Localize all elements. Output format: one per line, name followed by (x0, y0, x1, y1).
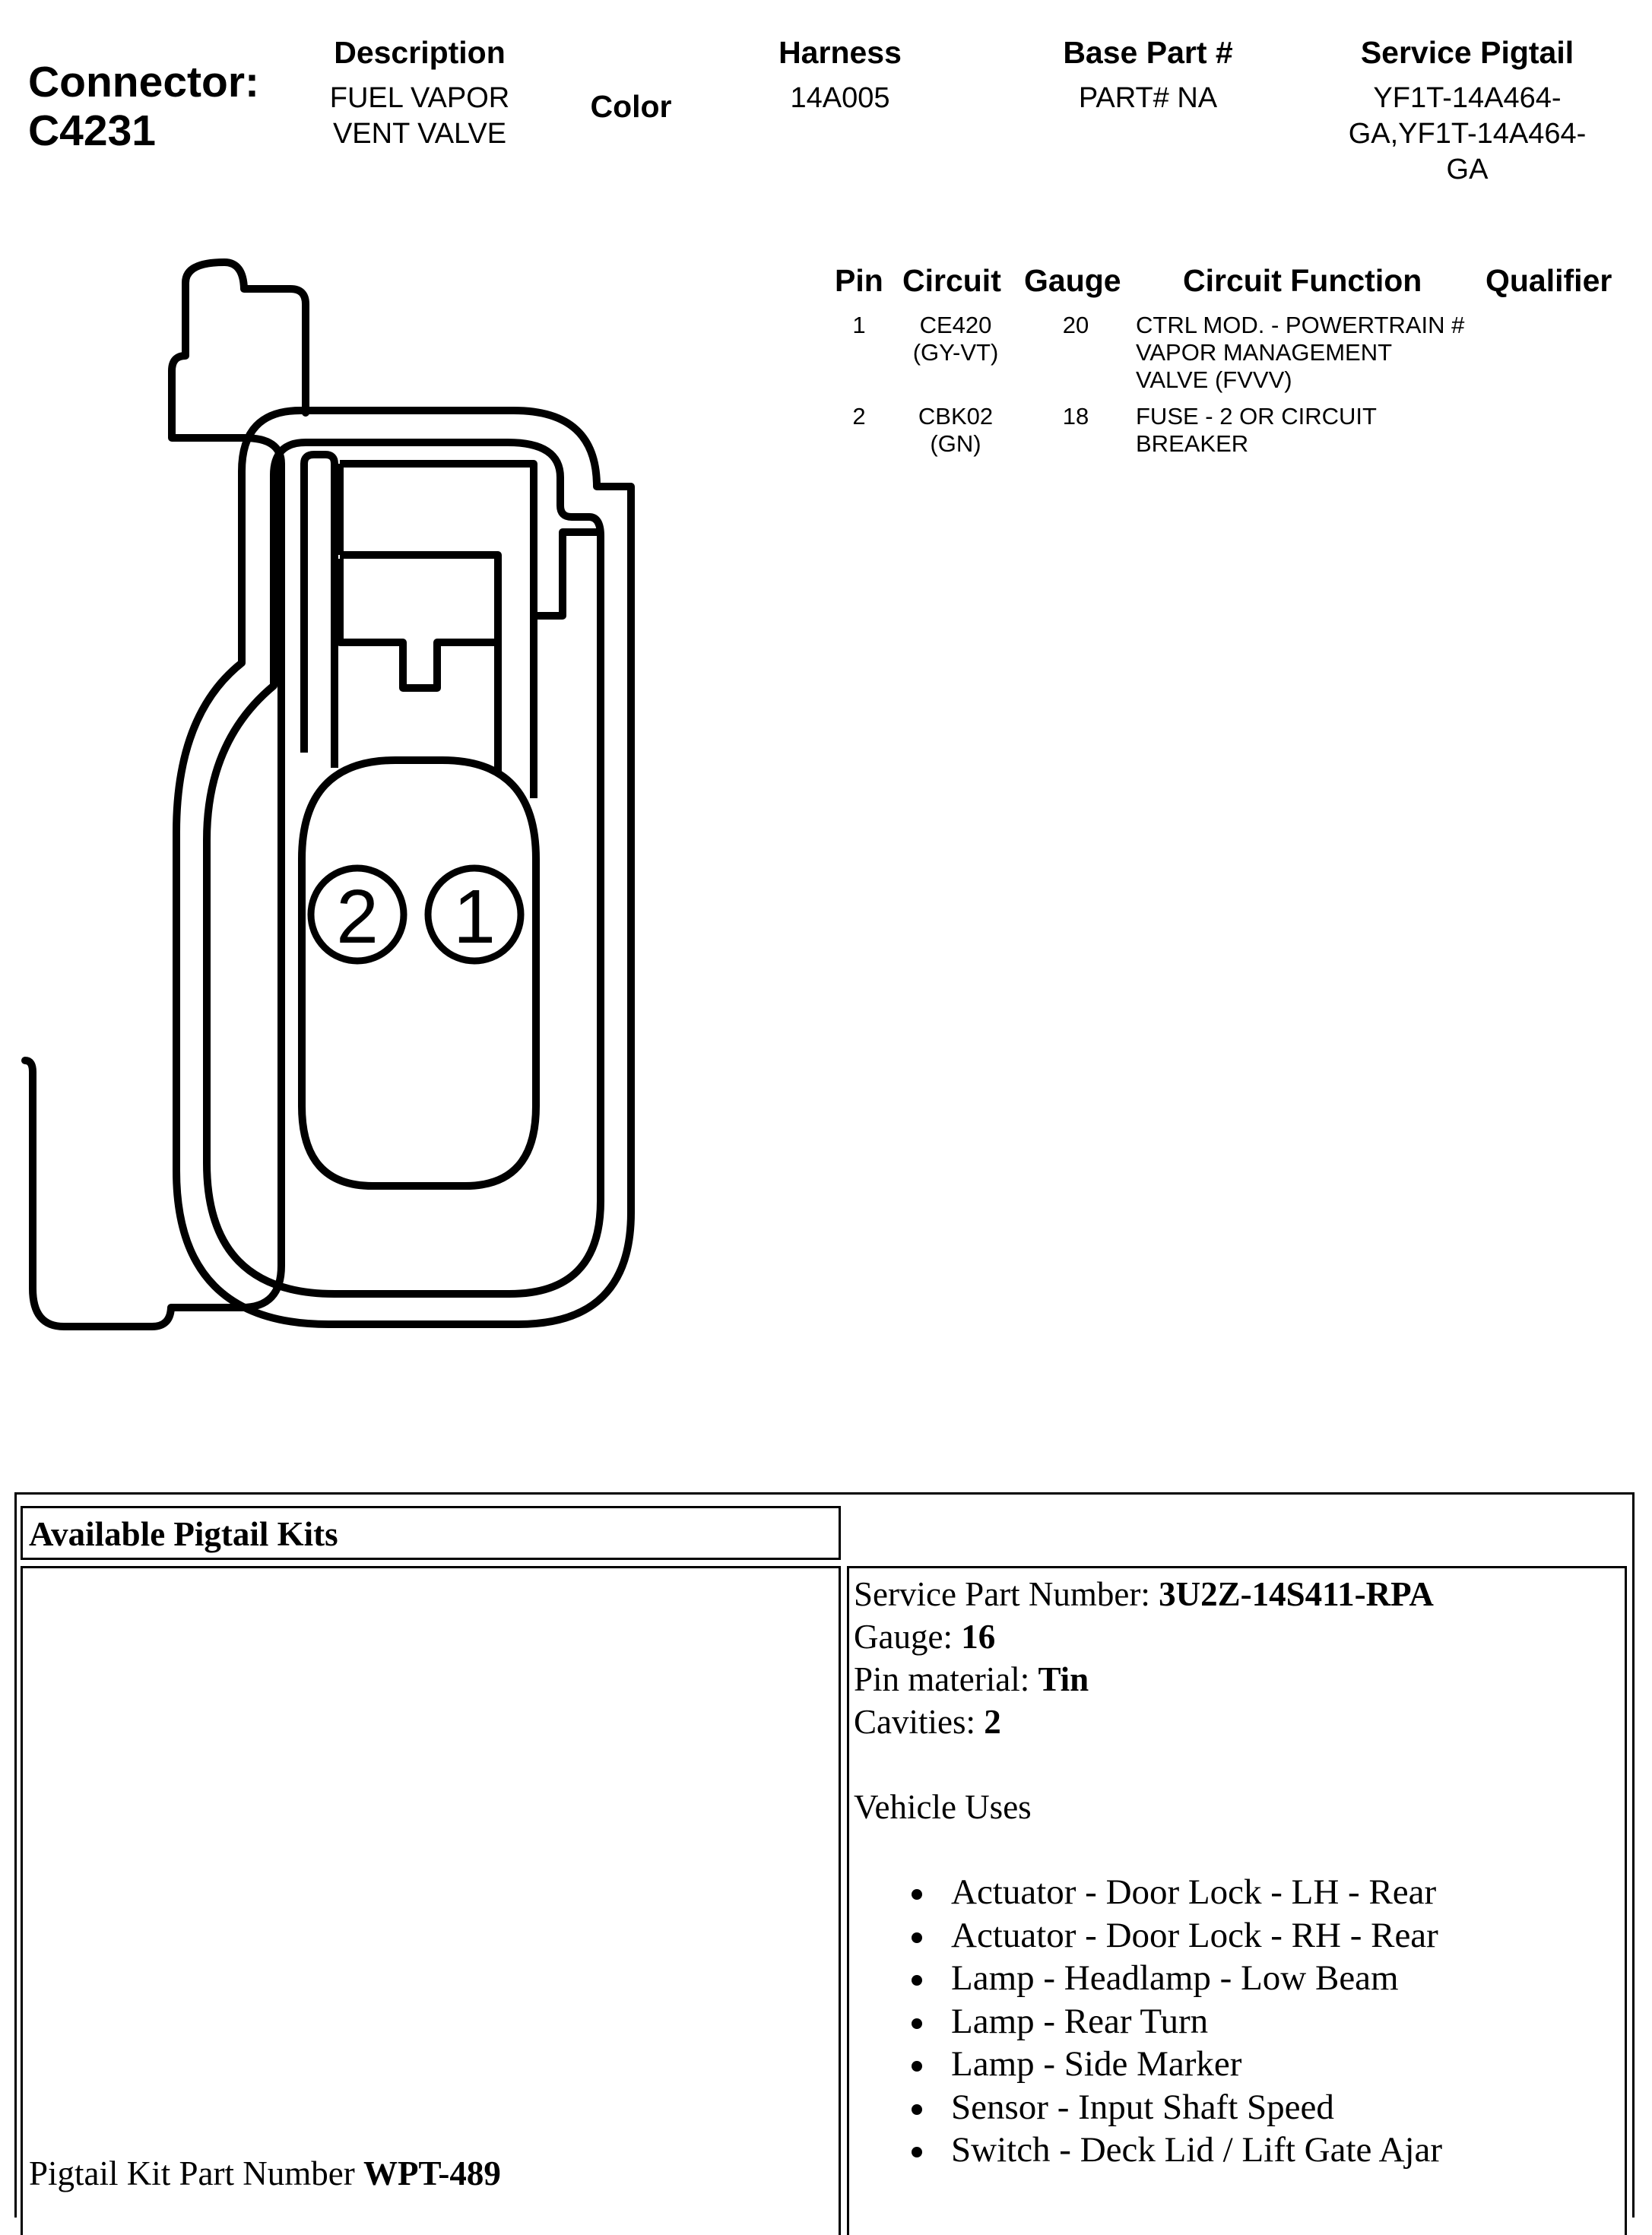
list-item (854, 2129, 1625, 2172)
harness-value: 14A005 (790, 82, 890, 114)
pin-material-value: Tin (1038, 1660, 1089, 1698)
pin-cavity-2 (311, 868, 404, 961)
list-item (854, 1957, 1625, 2000)
vehicle-use-text: Lamp - Side Marker (951, 2044, 1242, 2084)
latch-key (340, 559, 498, 688)
list-item (854, 2043, 1625, 2086)
function-line3: VALVE (FVVV) (1136, 366, 1292, 393)
pin-material-line (854, 1658, 1625, 1701)
row-pin: 1 (852, 312, 866, 338)
function-column-header: Circuit Function (1183, 263, 1422, 298)
pigtail-kit-part (29, 2154, 501, 2193)
color-header: Color (590, 89, 672, 124)
vehicle-use-text: Switch - Deck Lid / Lift Gate Ajar (951, 2130, 1443, 2170)
pigtail-detail-cell (847, 1566, 1627, 2235)
row-gauge: 18 (1062, 403, 1089, 430)
cavities-value: 2 (984, 1703, 1001, 1741)
bullet-icon (912, 1932, 922, 1943)
gauge-value: 16 (961, 1618, 996, 1656)
cavities-line (854, 1701, 1625, 1743)
function-line2: VAPOR MANAGEMENT (1136, 339, 1393, 366)
latch-left-channel (304, 455, 335, 768)
gauge-label: Gauge: (854, 1618, 962, 1656)
service-pigtail-line1: YF1T-14A464- (1373, 82, 1562, 114)
connector-face-diagram (0, 0, 684, 1368)
vehicle-use-text: Lamp - Headlamp - Low Beam (951, 1958, 1399, 1998)
bullet-icon (912, 2104, 922, 2115)
service-pigtail-value (1323, 81, 1612, 188)
kit-label: Pigtail Kit Part Number (29, 2154, 363, 2192)
vehicle-use-text: Lamp - Rear Turn (951, 2001, 1209, 2041)
service-part-value: 3U2Z-14S411-RPA (1159, 1575, 1434, 1613)
list-item (854, 1871, 1625, 1914)
circuit-column-header: Circuit (902, 263, 1001, 298)
latch-right-rail (534, 532, 601, 616)
circuit-color: (GY-VT) (912, 339, 999, 366)
description-line1: FUEL VAPOR (329, 82, 510, 114)
service-part-line (854, 1573, 1625, 1615)
vehicle-uses-label: Vehicle Uses (854, 1788, 1032, 1826)
pin-label-2: 2 (336, 874, 379, 959)
vehicle-use-text: Sensor - Input Shaft Speed (951, 2087, 1334, 2127)
pigtail-heading: Available Pigtail Kits (29, 1515, 338, 1553)
row-function (1136, 403, 1486, 458)
pin-label-1: 1 (453, 874, 496, 959)
base-part-value: PART# NA (1078, 82, 1218, 114)
description-line2: VENT VALVE (332, 118, 507, 150)
service-pigtail-line3: GA (1446, 154, 1489, 185)
connector-label: Connector: (28, 58, 259, 106)
circuit-id: CE420 (919, 312, 992, 338)
qualifier-column-header: Qualifier (1486, 263, 1612, 298)
row-circuit (886, 403, 1026, 458)
service-part-label: Service Part Number: (854, 1575, 1159, 1613)
function-line1: FUSE - 2 OR CIRCUIT (1136, 403, 1377, 430)
bullet-icon (912, 1889, 922, 1900)
latch-top-frame (340, 464, 498, 772)
cavities-label: Cavities: (854, 1703, 985, 1741)
circuit-color: (GN) (930, 430, 981, 457)
connector-id: C4231 (28, 106, 156, 155)
vehicle-use-text: Actuator - Door Lock - RH - Rear (951, 1915, 1438, 1955)
service-pigtail-line2: GA,YF1T-14A464- (1348, 118, 1587, 150)
connector-housing-inner (207, 442, 601, 1294)
row-gauge: 20 (1062, 312, 1089, 338)
list-item (854, 2000, 1625, 2043)
bullet-icon (912, 2147, 922, 2157)
list-item (854, 1914, 1625, 1958)
row-pin: 2 (852, 403, 866, 430)
function-line2: BREAKER (1136, 430, 1249, 457)
base-part-header: Base Part # (1063, 35, 1233, 70)
pigtail-heading-cell (21, 1506, 841, 1560)
bullet-icon (912, 2061, 922, 2072)
harness-header: Harness (778, 35, 902, 70)
gauge-line (854, 1615, 1625, 1658)
description-header: Description (334, 35, 506, 70)
function-line1: CTRL MOD. - POWERTRAIN # (1136, 312, 1465, 338)
latch-top-block (340, 464, 534, 798)
row-circuit (886, 312, 1026, 366)
pin-face (302, 760, 536, 1186)
vehicle-uses-list (854, 1871, 1625, 2172)
vehicle-use-text: Actuator - Door Lock - LH - Rear (951, 1872, 1437, 1912)
pigtail-kit-cell (21, 1566, 841, 2235)
list-item (854, 2086, 1625, 2129)
gauge-column-header: Gauge (1024, 263, 1121, 298)
bullet-icon (912, 2018, 922, 2029)
pin-material-label: Pin material: (854, 1660, 1038, 1698)
pin-column-header: Pin (835, 263, 883, 298)
kit-number: WPT-489 (363, 2154, 501, 2192)
circuit-id: CBK02 (918, 403, 994, 430)
row-function (1136, 312, 1486, 394)
pin-cavity-1 (428, 868, 521, 961)
service-pigtail-header: Service Pigtail (1360, 35, 1574, 70)
pigtail-detail (854, 1573, 1625, 2172)
bullet-icon (912, 1975, 922, 1986)
